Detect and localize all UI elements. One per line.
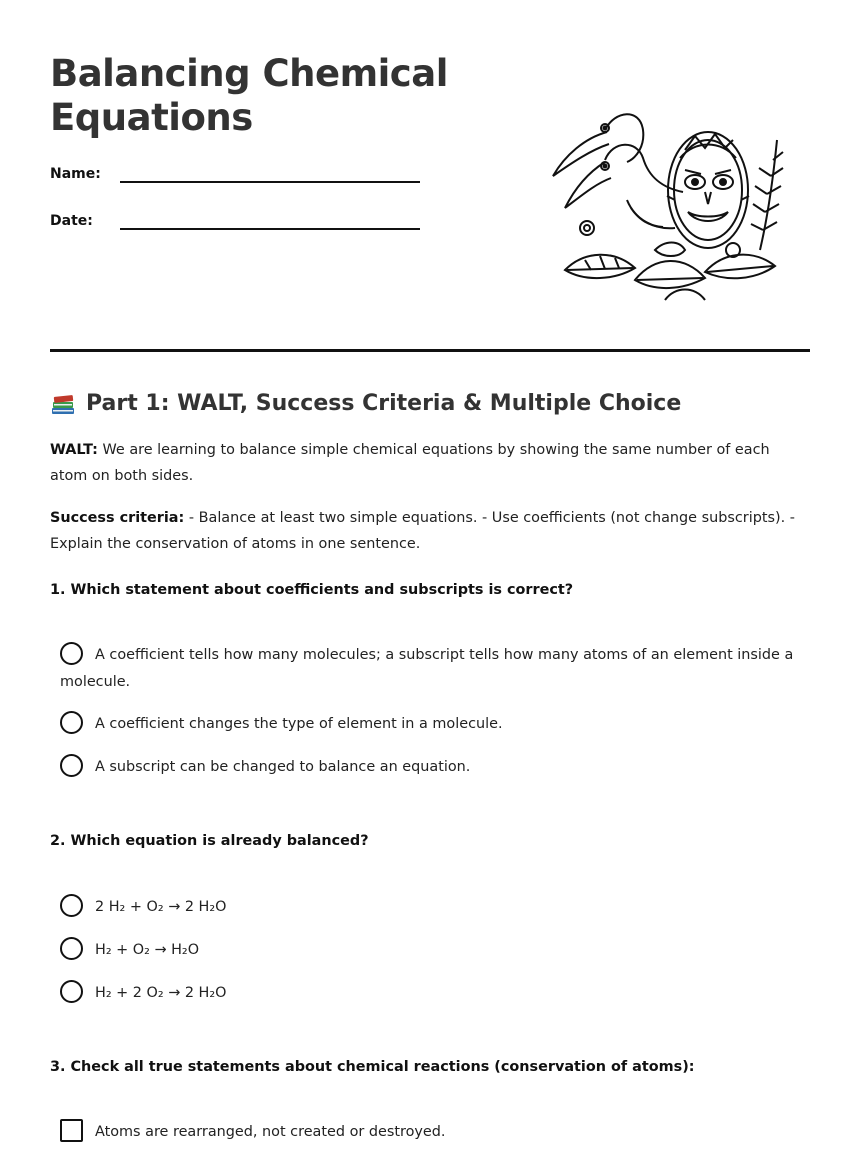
radio-button[interactable] [60,711,83,734]
criteria-label: Success criteria: [50,510,185,526]
q1-option-1[interactable] [60,642,800,696]
radio-button[interactable] [60,894,83,917]
q1-option-3[interactable] [60,754,800,781]
page-title: Balancing Chemical Equations [50,52,448,139]
walt-paragraph [50,438,810,489]
date-field[interactable] [50,213,430,243]
q2-option-3[interactable] [60,980,800,1007]
q2-option-2-label: H₂ + O₂ → H₂O [95,942,200,958]
tiki-bird-illustration [545,100,785,310]
radio-button[interactable] [60,937,83,960]
walt-text: We are learning to balance simple chemical equations by showing the same number of each atom on both sides. [50,442,770,484]
books-icon [50,391,76,417]
success-criteria-paragraph [50,506,810,557]
q2-option-2[interactable] [60,937,800,964]
radio-button[interactable] [60,754,83,777]
part1-heading [50,388,810,420]
date-line[interactable] [120,228,420,230]
q2-option-1[interactable] [60,894,800,921]
criteria-text: - Balance at least two simple equations. - Use coefficients (not change subscripts). - Explain the conservation of atoms in one sentence. [50,510,795,552]
radio-button[interactable] [60,642,83,665]
q3-option-1-label: Atoms are rearranged, not created or destroyed. [95,1124,446,1140]
question-2: 2. Which equation is already balanced? [50,833,369,849]
walt-label: WALT: [50,442,98,458]
radio-button[interactable] [60,980,83,1003]
q2-option-1-label: 2 H₂ + O₂ → 2 H₂O [95,899,227,915]
q1-option-3-label: A subscript can be changed to balance an equation. [95,759,471,775]
question-3: 3. Check all true statements about chemical reactions (conservation of atoms): [50,1059,695,1075]
q2-option-3-label: H₂ + 2 O₂ → 2 H₂O [95,985,227,1001]
date-label: Date: [50,213,93,229]
part1-heading-text: Part 1: WALT, Success Criteria & Multiple Choice [86,391,682,416]
question-1: 1. Which statement about coefficients and subscripts is correct? [50,582,574,598]
q1-option-2-label: A coefficient changes the type of element in a molecule. [95,716,503,732]
name-line[interactable] [120,181,420,183]
section-divider [50,349,810,352]
q1-option-1-label: A coefficient tells how many molecules; a subscript tells how many atoms of an element inside a molecule. [60,647,794,690]
checkbox[interactable] [60,1119,83,1142]
name-field[interactable] [50,166,430,196]
q3-option-1[interactable] [60,1119,800,1146]
name-label: Name: [50,166,101,182]
q1-option-2[interactable] [60,711,800,738]
